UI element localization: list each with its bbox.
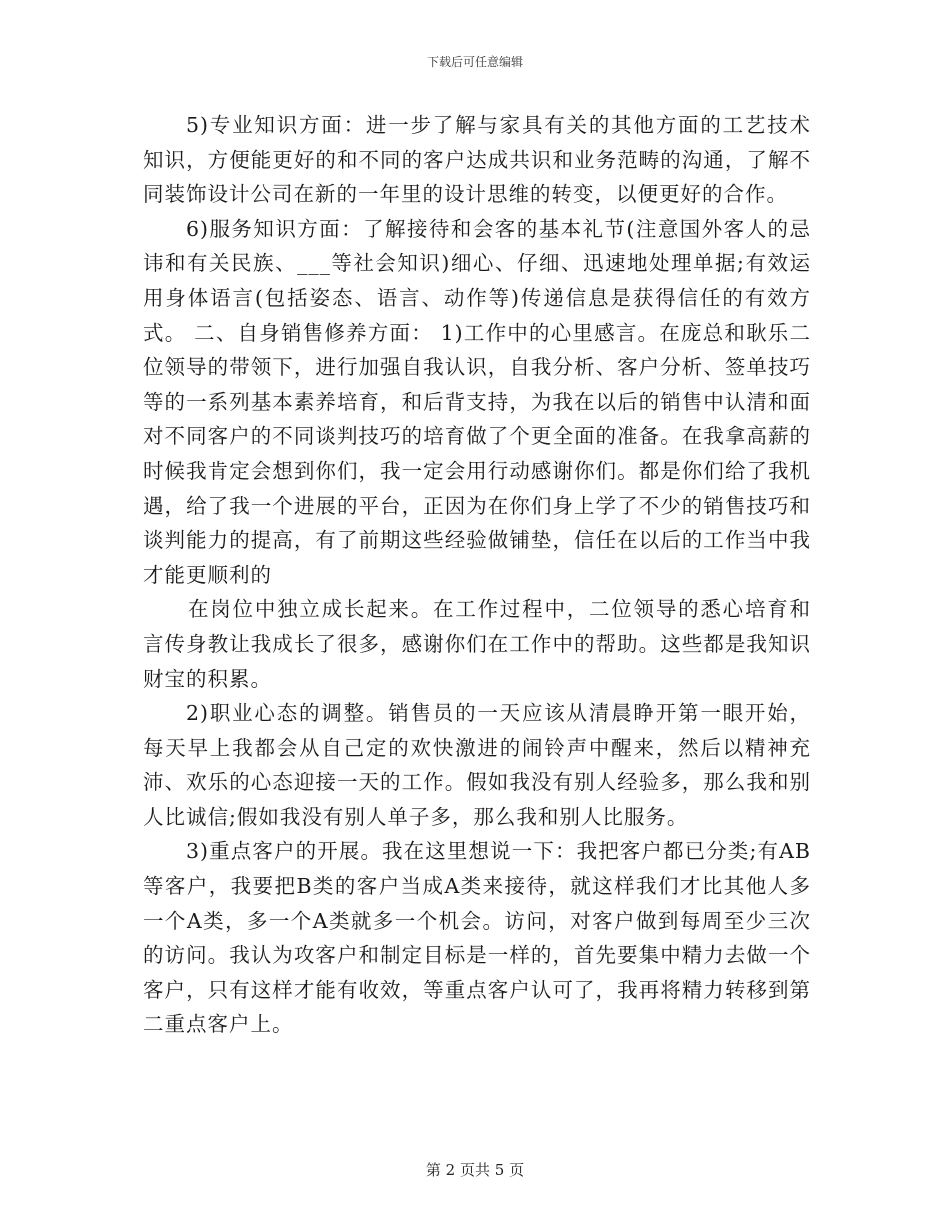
paragraph-professional-knowledge: 5)专业知识方面：进一步了解与家具有关的其他方面的工艺技术知识，方便能更好的和不同的客户达成共识和业务范畴的沟通，了解不同装饰设计公司在新的一年里的设计思维的转变，以便更好的合作。 [143,113,811,207]
page-number-footer: 第 2 页共 5 页 [425,1161,525,1179]
paragraph-key-clients: 3)重点客户的开展。我在这里想说一下：我把客户都已分类;有AB等客户，我要把B类的客户当成A类来接待，就这样我们才比其他人多一个A类，多一个A类就多一个机会。访问，对客户做到每周至少三次的访问。我认为攻客户和制定目标是一样的，首先要集中精力去做一个客户，只有这样才能有收效，等重点客户认可了，我再将精力转移到第二重点客户上。 [143,839,811,1037]
document-body [143,108,811,1042]
paragraph-independent-growth: 在岗位中独立成长起来。在工作过程中，二位领导的悉心培育和言传身教让我成长了很多，感谢你们在工作中的帮助。这些都是我知识财宝的积累。 [143,597,811,691]
page-header: 下载后可任意编辑 [426,55,523,69]
paragraph-professional-mindset: 2)职业心态的调整。销售员的一天应该从清晨睁开第一眼开始，每天早上我都会从自己定的欢快激进的闹铃声中醒来，然后以精神充沛、欢乐的心态迎接一天的工作。假如我没有别人经验多，那么我和别人比诚信;假如我没有别人单子多，那么我和别人比服务。 [143,701,811,829]
paragraph-service-knowledge: 6)服务知识方面：了解接待和会客的基本礼节(注意国外客人的忌讳和有关民族、___等社会知识)细心、仔细、迅速地处理单据;有效运用身体语言(包括姿态、语言、动作等)传递信息是获得信任的有效方式。 二、自身销售修养方面： 1)工作中的心里感言。在庞总和耿乐二位领导的带领下，进行加强自我认识，自我分析、客户分析、签单技巧等的一系列基本素养培育，和后背支持，为我在以后的销售中认清和面对不同客户的不同谈判技巧的培育做了个更全面的准备。在我拿高薪的时候我肯定会想到你们，我一定会用行动感谢你们。都是你们给了我机遇，给了我一个进展的平台，正因为在你们身上学了不少的销售技巧和谈判能力的提高，有了前期这些经验做铺垫，信任在以后的工作当中我才能更顺利的 [143,216,811,587]
